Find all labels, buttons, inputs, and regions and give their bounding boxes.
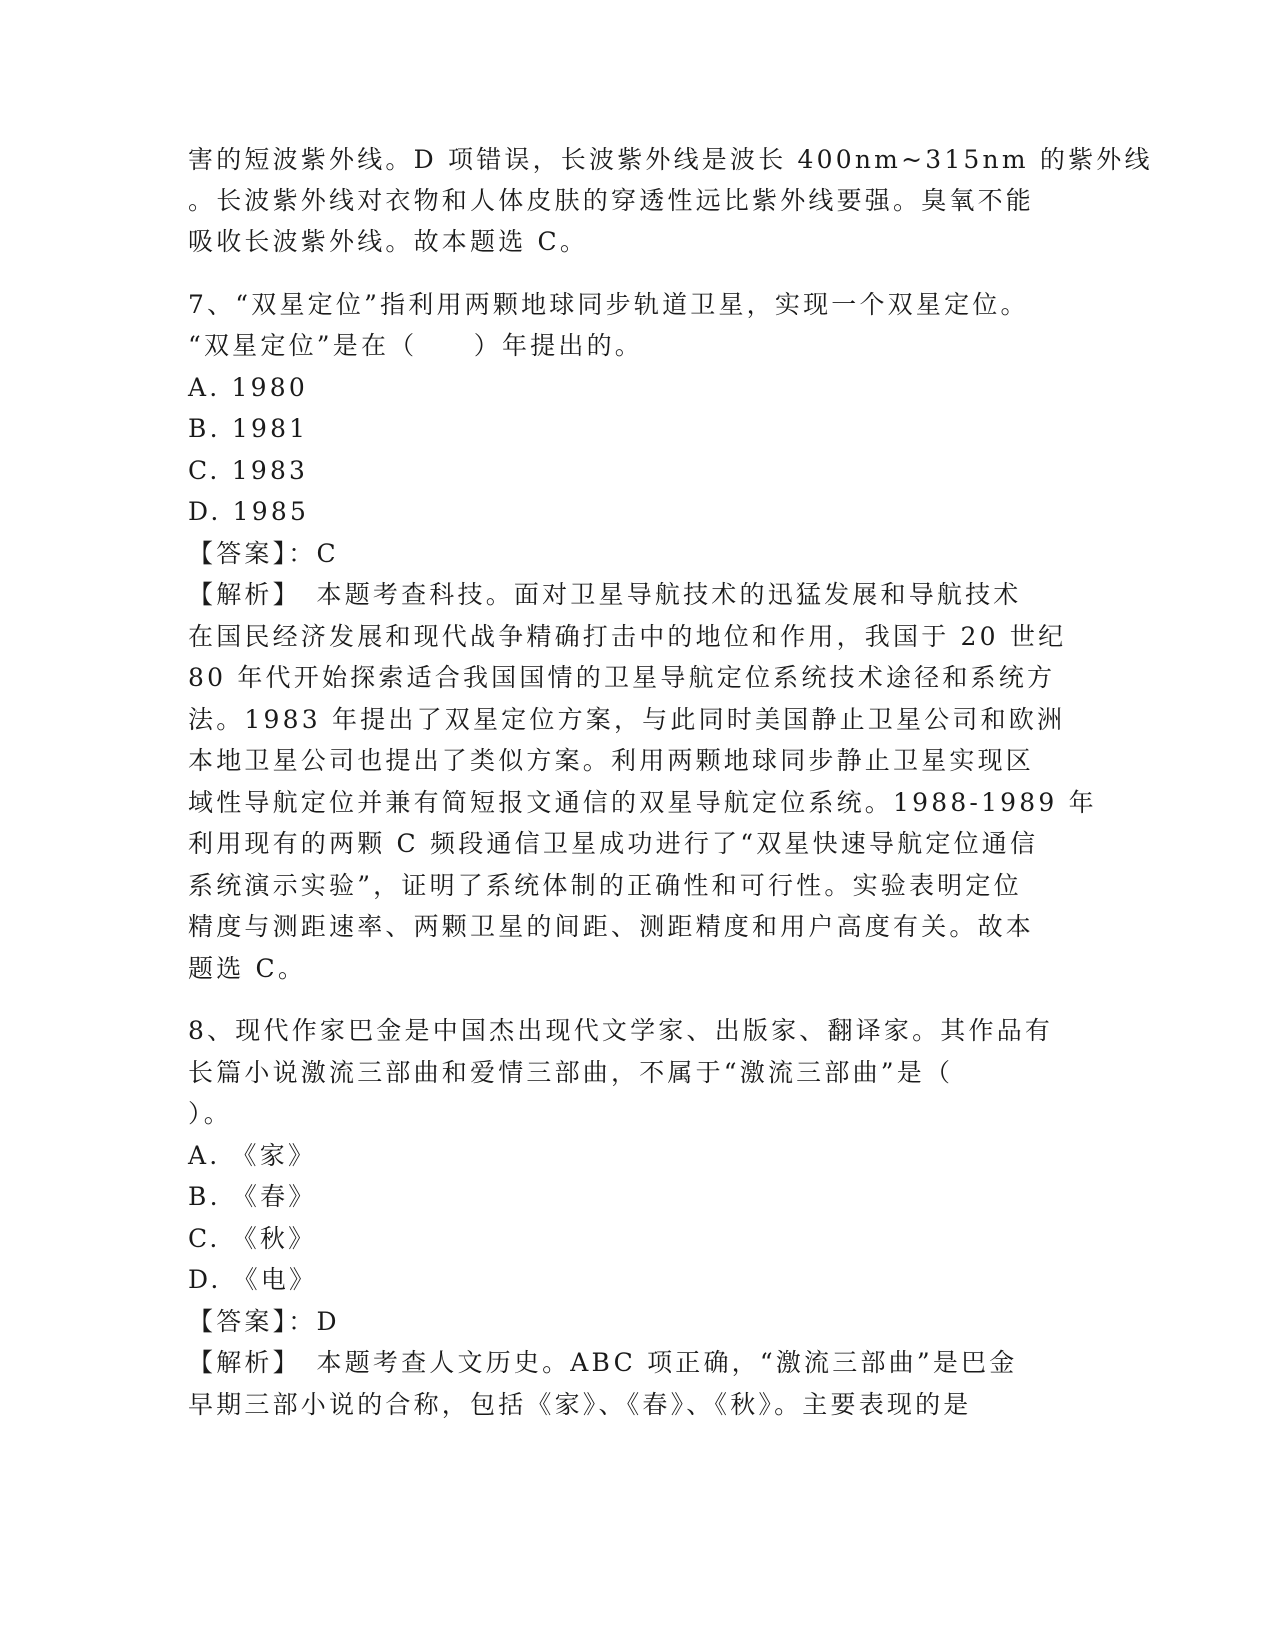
q7-analysis-line-8: 系统演示实验”，证明了系统体制的正确性和可行性。实验表明定位 (188, 871, 1022, 900)
q7-analysis-line-3: 80 年代开始探索适合我国国情的卫星导航定位系统技术途径和系统方 (188, 663, 1056, 692)
q7-analysis-line-4: 法。1983 年提出了双星定位方案，与此同时美国静止卫星公司和欧洲 (188, 705, 1066, 734)
q7-analysis-line-10: 题选 C。 (188, 954, 307, 983)
q7-analysis-line-9: 精度与测距速率、两颗卫星的间距、测距精度和用户高度有关。故本 (188, 912, 1035, 941)
q8-stem-line-2: 长篇小说激流三部曲和爱情三部曲，不属于“激流三部曲”是（ (188, 1058, 954, 1087)
q7-option-c: C. 1983 (188, 456, 309, 485)
q7-analysis-line-6: 域性导航定位并兼有简短报文通信的双星导航定位系统。1988-1989 年 (188, 788, 1097, 817)
q7-analysis-line-2: 在国民经济发展和现代战争精确打击中的地位和作用，我国于 20 世纪 (188, 622, 1067, 651)
prev-analysis-line-1: 害的短波紫外线。D 项错误，长波紫外线是波长 400nm~315nm 的紫外线 (188, 145, 1153, 174)
prev-analysis-line-2: 。长波紫外线对衣物和人体皮肤的穿透性远比紫外线要强。臭氧不能 (188, 186, 1035, 215)
q8-stem-line-1: 8、现代作家巴金是中国杰出现代文学家、出版家、翻译家。其作品有 (188, 1016, 1054, 1045)
q8-answer: 【答案】：D (188, 1307, 340, 1336)
prev-analysis-line-3: 吸收长波紫外线。故本题选 C。 (188, 227, 589, 256)
q7-stem-line-1: 7、“双星定位”指利用两颗地球同步轨道卫星，实现一个双星定位。 (188, 290, 1029, 319)
q8-option-a: A. 《家》 (188, 1141, 317, 1170)
q8-analysis-line-2: 早期三部小说的合称，包括《家》、《春》、《秋》。主要表现的是 (188, 1390, 972, 1419)
q8-option-d: D. 《电》 (188, 1265, 318, 1294)
q8-option-c: C. 《秋》 (188, 1224, 317, 1253)
q8-stem-line-3: ）。 (188, 1099, 232, 1128)
q7-analysis-line-1: 【解析】 本题考查科技。面对卫星导航技术的迅猛发展和导航技术 (188, 580, 1022, 609)
q7-option-d: D. 1985 (188, 497, 310, 526)
q7-option-a: A. 1980 (188, 373, 308, 402)
q7-analysis-line-5: 本地卫星公司也提出了类似方案。利用两颗地球同步静止卫星实现区 (188, 746, 1035, 775)
q8-analysis-line-1: 【解析】 本题考查人文历史。ABC 项正确，“激流三部曲”是巴金 (188, 1348, 1018, 1377)
q7-stem-line-2: “双星定位”是在（ ）年提出的。 (188, 331, 643, 360)
q8-option-b: B. 《春》 (188, 1182, 317, 1211)
q7-answer: 【答案】：C (188, 539, 339, 568)
q7-option-b: B. 1981 (188, 414, 309, 443)
q7-analysis-line-7: 利用现有的两颗 C 频段通信卫星成功进行了“双星快速导航定位通信 (188, 829, 1039, 858)
